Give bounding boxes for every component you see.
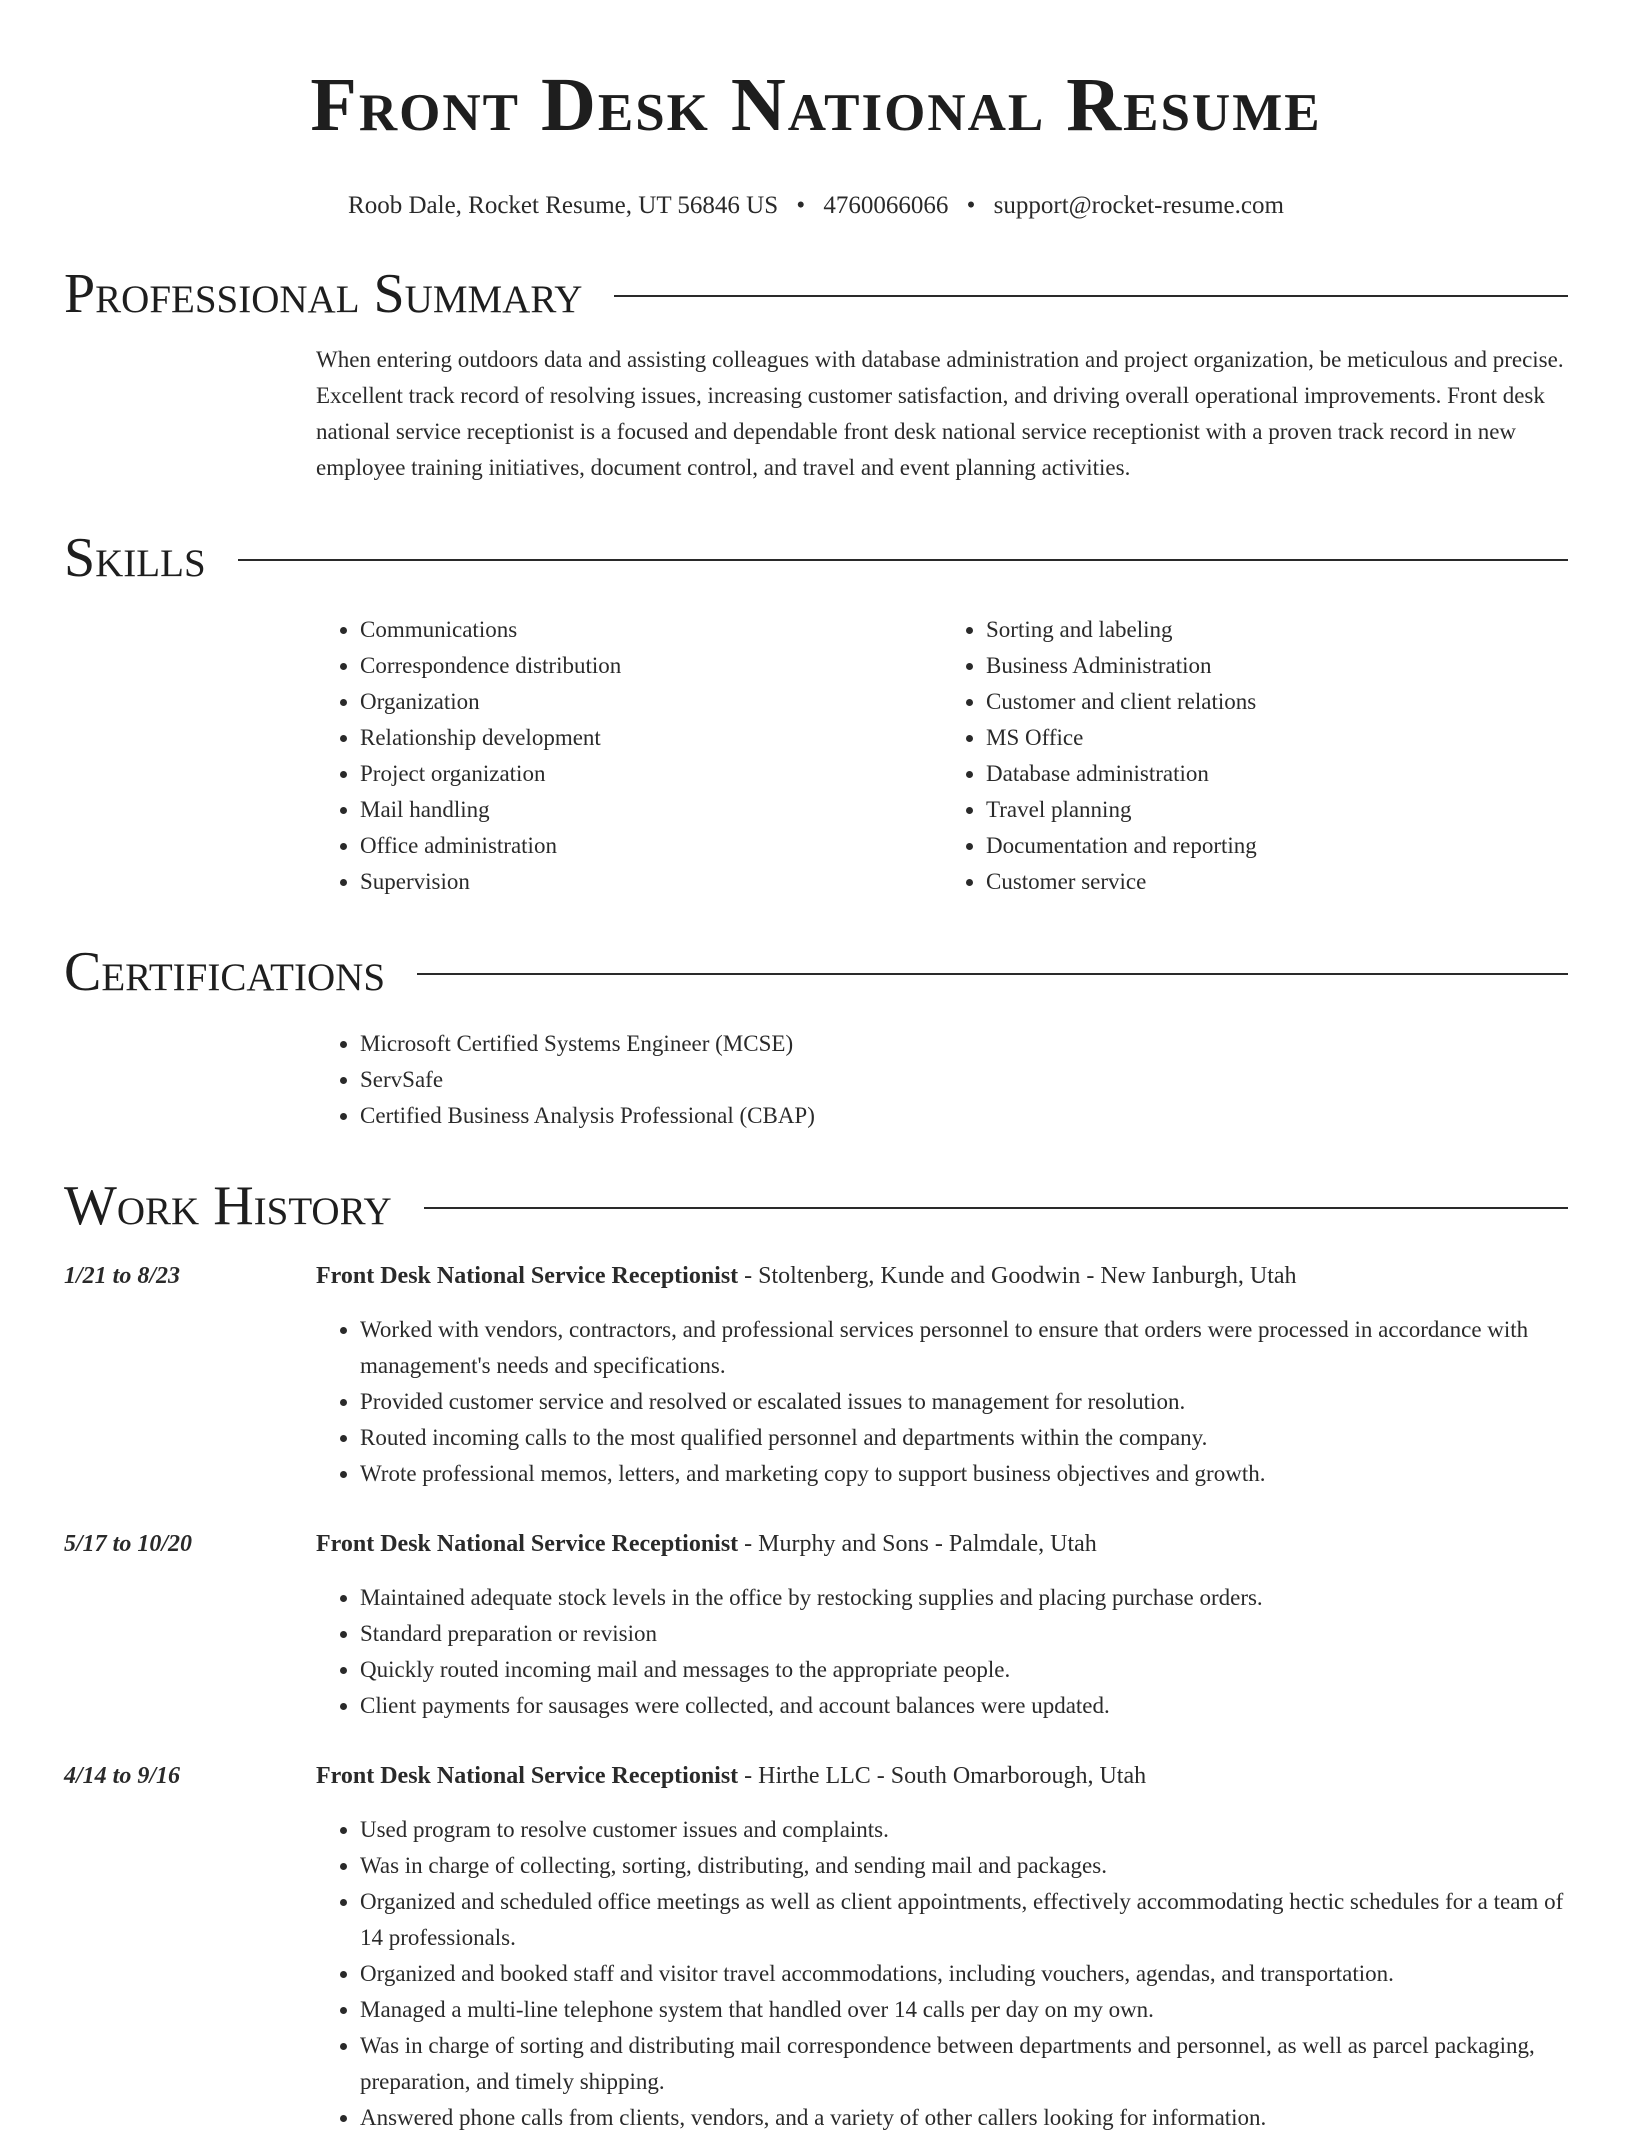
job-bullet: • Client payments for sausages were collected, and account balances were updated. <box>360 1688 1568 1724</box>
job-bullet: • Organized and booked staff and visitor travel accommodations, including vouchers, agendas, and transportation. <box>360 1956 1568 1992</box>
job-bullets <box>316 1312 1568 1492</box>
skill-item: • Correspondence distribution <box>360 648 942 684</box>
job-bullet: • Used program to resolve customer issues and complaints. <box>360 1812 1568 1848</box>
job-bullet: • Was in charge of sorting and distributing mail correspondence between departments and personnel, as well as parcel packaging, preparation, and timely shipping. <box>360 2028 1568 2100</box>
job-role: Front Desk National Service Receptionist <box>316 1763 739 1789</box>
job-bullet: • Wrote professional memos, letters, and marketing copy to support business objectives and growth. <box>360 1456 1568 1492</box>
job-content <box>316 1258 1568 1492</box>
job-content <box>316 1526 1568 1724</box>
job-title-line <box>316 1258 1568 1294</box>
resume-page <box>64 60 1568 2136</box>
resume-title: Front Desk National Resume <box>310 63 1322 147</box>
skill-item: • Sorting and labeling <box>986 612 1568 648</box>
job-employer-location: - Murphy and Sons - Palmdale, Utah <box>738 1531 1097 1557</box>
skill-item: • Project organization <box>360 756 942 792</box>
skill-item: • Mail handling <box>360 792 942 828</box>
skills-column-left <box>316 612 942 900</box>
job-bullet: • Routed incoming calls to the most qualified personnel and departments within the company. <box>360 1420 1568 1456</box>
skill-item: • Customer and client relations <box>986 684 1568 720</box>
contact-phone: 4760066066 <box>823 192 949 219</box>
certifications-heading: Certifications <box>64 941 386 1003</box>
skill-item: • Database administration <box>986 756 1568 792</box>
job-bullet: • Organized and scheduled office meetings as well as client appointments, effectively accommodating hectic schedules for a team of 14 professionals. <box>360 1884 1568 1956</box>
job-entry <box>64 1758 1568 2136</box>
skill-item: • Documentation and reporting <box>986 828 1568 864</box>
certifications-section-header <box>64 940 1568 1004</box>
contact-address: Roob Dale, Rocket Resume, UT 56846 US <box>348 192 779 219</box>
section-divider <box>424 1207 1568 1209</box>
skill-item: • MS Office <box>986 720 1568 756</box>
job-employer-location: - Stoltenberg, Kunde and Goodwin - New Ianburgh, Utah <box>738 1263 1297 1289</box>
section-divider <box>417 973 1568 975</box>
certification-item: • Microsoft Certified Systems Engineer (MCSE) <box>360 1026 1568 1062</box>
job-bullets <box>316 1580 1568 1724</box>
section-divider <box>238 559 1568 561</box>
skill-item: • Supervision <box>360 864 942 900</box>
certification-item: • Certified Business Analysis Professional (CBAP) <box>360 1098 1568 1134</box>
job-dates: 1/21 to 8/23 <box>64 1263 181 1289</box>
skills-heading: Skills <box>64 527 206 589</box>
job-bullet: • Provided customer service and resolved or escalated issues to management for resolution. <box>360 1384 1568 1420</box>
skill-item: • Communications <box>360 612 942 648</box>
skill-item: • Relationship development <box>360 720 942 756</box>
skill-item: • Customer service <box>986 864 1568 900</box>
job-dates: 5/17 to 10/20 <box>64 1531 193 1557</box>
skills-section-header <box>64 526 1568 590</box>
job-content <box>316 1758 1568 2136</box>
job-role: Front Desk National Service Receptionist <box>316 1263 739 1289</box>
skills-column-right <box>942 612 1568 900</box>
job-bullet: • Worked with vendors, contractors, and professional services personnel to ensure that orders were processed in accordance with management's needs and specifications. <box>360 1312 1568 1384</box>
job-employer-location: - Hirthe LLC - South Omarborough, Utah <box>738 1763 1147 1789</box>
certifications-list <box>316 1026 1568 1134</box>
certifications-items <box>316 1026 1568 1134</box>
contact-separator: • <box>796 192 806 219</box>
job-bullet: • Maintained adequate stock levels in the office by restocking supplies and placing purchase orders. <box>360 1580 1568 1616</box>
contact-email: support@rocket-resume.com <box>993 192 1284 219</box>
skill-item: • Travel planning <box>986 792 1568 828</box>
job-bullet: • Answered phone calls from clients, vendors, and a variety of other callers looking for information. <box>360 2100 1568 2136</box>
job-bullet: • Managed a multi-line telephone system that handled over 14 calls per day on my own. <box>360 1992 1568 2028</box>
skill-item: • Organization <box>360 684 942 720</box>
summary-section-header <box>64 262 1568 326</box>
skills-list <box>316 612 1568 900</box>
summary-text: When entering outdoors data and assisting colleagues with database administration and project organization, be meticulous and precise. Excellent track record of resolving issues, increasing customer satisfaction, and driving overall operational improvements. Front desk national service receptionist is a focused and dependable front desk national service receptionist with a proven track record in new employee training initiatives, document control, and travel and event planning activities. <box>316 347 1564 480</box>
work-history-heading: Work History <box>64 1175 392 1237</box>
contact-separator: • <box>966 192 976 219</box>
job-dates: 4/14 to 9/16 <box>64 1763 181 1789</box>
job-title-line <box>316 1526 1568 1562</box>
certification-item: • ServSafe <box>360 1062 1568 1098</box>
job-bullets <box>316 1812 1568 2136</box>
job-bullet: • Was in charge of collecting, sorting, distributing, and sending mail and packages. <box>360 1848 1568 1884</box>
job-bullet: • Standard preparation or revision <box>360 1616 1568 1652</box>
skill-item: • Business Administration <box>986 648 1568 684</box>
job-entry <box>64 1526 1568 1724</box>
work-history-section-header <box>64 1174 1568 1238</box>
job-title-line <box>316 1758 1568 1794</box>
job-role: Front Desk National Service Receptionist <box>316 1531 739 1557</box>
summary-body <box>316 342 1568 486</box>
skill-item: • Office administration <box>360 828 942 864</box>
job-entry <box>64 1258 1568 1492</box>
section-divider <box>614 295 1568 297</box>
summary-heading: Professional Summary <box>64 263 583 325</box>
contact-line <box>64 190 1568 222</box>
job-bullet: • Quickly routed incoming mail and messages to the appropriate people. <box>360 1652 1568 1688</box>
